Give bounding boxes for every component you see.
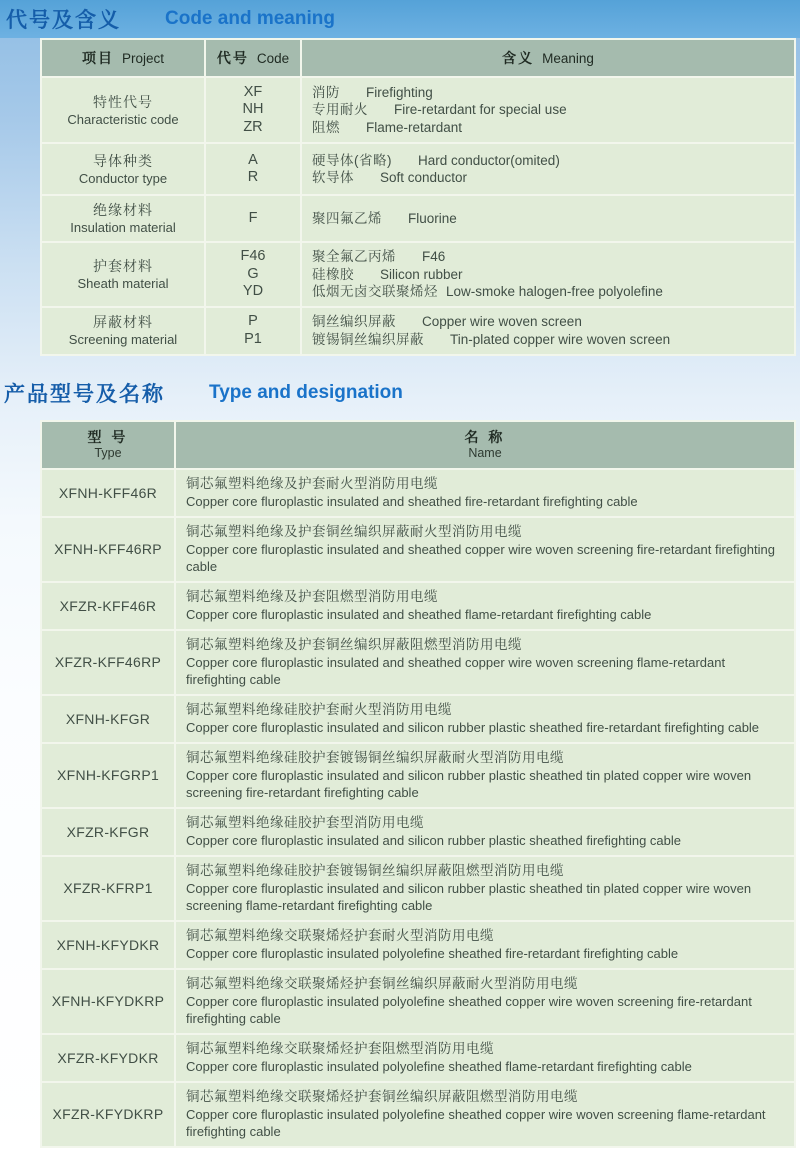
meaning-en: Copper wire woven screen	[422, 314, 582, 329]
type-cell: XFZR-KFRP1	[42, 857, 174, 920]
code-value: R	[247, 169, 259, 185]
name-cell	[176, 583, 794, 629]
project-cell	[42, 196, 204, 241]
code-value: ZR	[243, 118, 263, 135]
table-row	[42, 470, 794, 516]
code-value: A	[248, 151, 258, 168]
name-zh: 铜芯氟塑料绝缘交联聚烯烃护套铜丝编织屏蔽耐火型消防用电缆	[186, 975, 578, 991]
meaning-zh: 硅橡胶	[312, 266, 354, 282]
table-row	[42, 744, 794, 807]
name-zh: 铜芯氟塑料绝缘交联聚烯烃护套铜丝编织屏蔽阻燃型消防用电缆	[186, 1088, 578, 1104]
meaning-en: F46	[422, 249, 446, 264]
meaning-line	[312, 101, 790, 119]
name-cell	[176, 470, 794, 516]
meaning-line	[312, 84, 790, 102]
table-header-row	[42, 422, 794, 468]
name-zh: 铜芯氟塑料绝缘及护套铜丝编织屏蔽耐火型消防用电缆	[186, 523, 522, 539]
name-en: Copper core fluroplastic insulated and sheathed fire-retardant firefighting cable	[186, 493, 638, 509]
meaning-line	[312, 283, 790, 301]
type-cell: XFNH-KFF46R	[42, 470, 174, 516]
project-cell	[42, 308, 204, 354]
meaning-en: Soft conductor	[380, 170, 468, 185]
code-meaning-table	[40, 38, 796, 356]
table-row	[42, 809, 794, 855]
code-cell	[206, 243, 300, 306]
meaning-en: Fluorine	[408, 210, 457, 226]
header-type	[42, 422, 174, 468]
section1-title-en: Code and meaning	[165, 8, 335, 29]
meaning-line	[312, 210, 790, 228]
header-meaning-zh: 含义	[502, 50, 535, 66]
project-cell	[42, 243, 204, 306]
project-en: Insulation material	[70, 220, 176, 235]
name-cell	[176, 922, 794, 968]
meaning-line	[312, 266, 790, 284]
name-en: Copper core fluroplastic insulated and silicon rubber plastic sheathed fire-retardant firefighting cable	[186, 719, 760, 735]
code-value: XF	[243, 83, 263, 100]
table-row	[42, 970, 794, 1033]
code-cell	[206, 144, 300, 194]
project-en: Sheath material	[77, 275, 169, 291]
code-cell	[206, 78, 300, 142]
code-cell	[206, 196, 300, 241]
name-en: Copper core fluroplastic insulated and silicon rubber plastic sheathed tin plated copper wire woven screening fire-retardant firefighting cable	[186, 767, 752, 800]
meaning-cell	[302, 308, 794, 354]
name-cell	[176, 857, 794, 920]
project-cell	[42, 144, 204, 194]
table-row	[42, 857, 794, 920]
meaning-zh: 聚四氟乙烯	[312, 210, 382, 226]
name-zh: 铜芯氟塑料绝缘硅胶护套耐火型消防用电缆	[186, 701, 452, 717]
project-zh: 屏蔽材料	[93, 314, 153, 330]
name-cell	[176, 631, 794, 694]
meaning-zh: 镀锡铜丝编织屏蔽	[312, 331, 424, 347]
type-cell: XFZR-KFGR	[42, 809, 174, 855]
header-project-en: Project	[121, 51, 165, 66]
type-cell: XFZR-KFF46RP	[42, 631, 174, 694]
name-en: Copper core fluroplastic insulated and sheathed copper wire woven screening fire-retardant firefighting cable	[186, 541, 775, 574]
table-row	[42, 78, 794, 142]
section1-title-zh: 代号及含义	[6, 9, 121, 32]
section2-title	[0, 378, 800, 408]
name-cell	[176, 1083, 794, 1146]
section1-title-band	[0, 0, 800, 38]
project-cell	[42, 78, 204, 142]
name-en: Copper core fluroplastic insulated and sheathed flame-retardant firefighting cable	[186, 606, 652, 622]
code-value: P1	[244, 330, 262, 347]
meaning-en: Flame-retardant	[366, 119, 463, 135]
name-en: Copper core fluroplastic insulated polyolefine sheathed fire-retardant firefighting cable	[186, 945, 679, 961]
meaning-cell	[302, 144, 794, 194]
header-name-zh: 名 称	[464, 429, 506, 445]
project-zh: 导体种类	[93, 152, 153, 169]
code-value: P	[248, 313, 258, 329]
meaning-en: Firefighting	[366, 84, 433, 100]
project-en: Characteristic code	[67, 111, 179, 127]
name-en: Copper core fluroplastic insulated polyolefine sheathed copper wire woven screening flame-retardant firefighting cable	[186, 1106, 766, 1139]
header-code	[206, 40, 300, 76]
name-zh: 铜芯氟塑料绝缘硅胶护套镀锡铜丝编织屏蔽耐火型消防用电缆	[186, 749, 564, 765]
name-zh: 铜芯氟塑料绝缘硅胶护套型消防用电缆	[186, 814, 424, 830]
type-designation-table-wrapper	[40, 420, 796, 1148]
name-en: Copper core fluroplastic insulated polyolefine sheathed copper wire woven screening fire-retardant firefighting cable	[186, 993, 752, 1026]
name-cell	[176, 696, 794, 742]
table-row	[42, 631, 794, 694]
header-project-zh: 项目	[81, 50, 114, 66]
table-row	[42, 583, 794, 629]
type-cell: XFNH-KFYDKR	[42, 922, 174, 968]
meaning-zh: 软导体	[312, 170, 354, 185]
meaning-en: Hard conductor(omited)	[418, 152, 560, 168]
project-en: Conductor type	[78, 170, 168, 186]
type-cell: XFZR-KFYDKR	[42, 1035, 174, 1081]
table-row	[42, 144, 794, 194]
meaning-line	[312, 248, 790, 266]
meaning-zh: 聚全氟乙丙烯	[312, 249, 396, 264]
table-row	[42, 1083, 794, 1146]
table-row	[42, 243, 794, 306]
meaning-en: Fire-retardant for special use	[394, 102, 567, 118]
code-value: YD	[242, 283, 264, 299]
header-type-zh: 型 号	[87, 429, 129, 445]
name-cell	[176, 744, 794, 807]
table-row	[42, 922, 794, 968]
name-en: Copper core fluroplastic insulated and silicon rubber plastic sheathed tin plated copper wire woven screening flame-retardant firefighting cable	[186, 880, 752, 913]
code-value: G	[247, 265, 259, 282]
table-row	[42, 696, 794, 742]
meaning-line	[312, 169, 790, 187]
name-cell	[176, 518, 794, 581]
meaning-line	[312, 152, 790, 170]
header-code-zh: 代号	[216, 50, 249, 66]
project-en: Screening material	[68, 332, 178, 347]
meaning-cell	[302, 243, 794, 306]
header-name-en: Name	[468, 446, 502, 460]
meaning-line	[312, 331, 790, 349]
type-designation-table	[40, 420, 796, 1148]
meaning-cell	[302, 196, 794, 241]
name-cell	[176, 809, 794, 855]
meaning-cell	[302, 78, 794, 142]
section2-title-zh: 产品型号及名称	[4, 382, 165, 406]
meaning-zh: 铜丝编织屏蔽	[312, 314, 396, 329]
header-meaning	[302, 40, 794, 76]
name-cell	[176, 970, 794, 1033]
table-row	[42, 518, 794, 581]
name-en: Copper core fluroplastic insulated and sheathed copper wire woven screening flame-retardant firefighting cable	[186, 654, 726, 687]
code-meaning-table-wrapper	[40, 38, 796, 356]
meaning-zh: 低烟无卤交联聚烯烃	[312, 284, 438, 299]
name-cell	[176, 1035, 794, 1081]
name-en: Copper core fluroplastic insulated and silicon rubber plastic sheathed firefighting cable	[186, 832, 682, 848]
meaning-en: Low-smoke halogen-free polyolefine	[446, 284, 663, 299]
meaning-zh: 专用耐火	[312, 102, 368, 118]
code-value: NH	[242, 101, 264, 118]
name-zh: 铜芯氟塑料绝缘及护套铜丝编织屏蔽阻燃型消防用电缆	[186, 636, 522, 652]
header-code-en: Code	[256, 51, 290, 66]
table-header-row	[42, 40, 794, 76]
header-type-en: Type	[94, 446, 122, 460]
table-row	[42, 308, 794, 354]
meaning-en: Silicon rubber	[380, 266, 463, 282]
project-zh: 护套材料	[93, 257, 153, 274]
type-cell: XFNH-KFGRP1	[42, 744, 174, 807]
type-cell: XFZR-KFYDKRP	[42, 1083, 174, 1146]
header-meaning-en: Meaning	[542, 51, 594, 66]
project-zh: 特性代号	[93, 93, 153, 110]
table-row	[42, 1035, 794, 1081]
meaning-line	[312, 313, 790, 331]
meaning-zh: 阻燃	[312, 119, 340, 135]
header-name	[176, 422, 794, 468]
type-cell: XFNH-KFGR	[42, 696, 174, 742]
type-cell: XFZR-KFF46R	[42, 583, 174, 629]
meaning-zh: 硬导体(省略)	[312, 152, 392, 168]
name-zh: 铜芯氟塑料绝缘及护套阻燃型消防用电缆	[186, 588, 438, 604]
type-cell: XFNH-KFF46RP	[42, 518, 174, 581]
name-zh: 铜芯氟塑料绝缘交联聚烯烃护套耐火型消防用电缆	[186, 927, 494, 943]
section2-title-en: Type and designation	[209, 381, 403, 403]
header-project	[42, 40, 204, 76]
name-zh: 铜芯氟塑料绝缘交联聚烯烃护套阻燃型消防用电缆	[186, 1040, 494, 1056]
name-en: Copper core fluroplastic insulated polyolefine sheathed flame-retardant firefighting cable	[186, 1058, 692, 1074]
code-cell	[206, 308, 300, 354]
code-value: F	[248, 209, 258, 226]
meaning-line	[312, 119, 790, 137]
name-zh: 铜芯氟塑料绝缘及护套耐火型消防用电缆	[186, 475, 438, 491]
table-row	[42, 196, 794, 241]
type-cell: XFNH-KFYDKRP	[42, 970, 174, 1033]
project-zh: 绝缘材料	[93, 202, 153, 218]
meaning-zh: 消防	[312, 84, 340, 100]
name-zh: 铜芯氟塑料绝缘硅胶护套镀锡铜丝编织屏蔽阻燃型消防用电缆	[186, 862, 564, 878]
meaning-en: Tin-plated copper wire woven screen	[450, 331, 671, 347]
code-value: F46	[240, 248, 266, 264]
